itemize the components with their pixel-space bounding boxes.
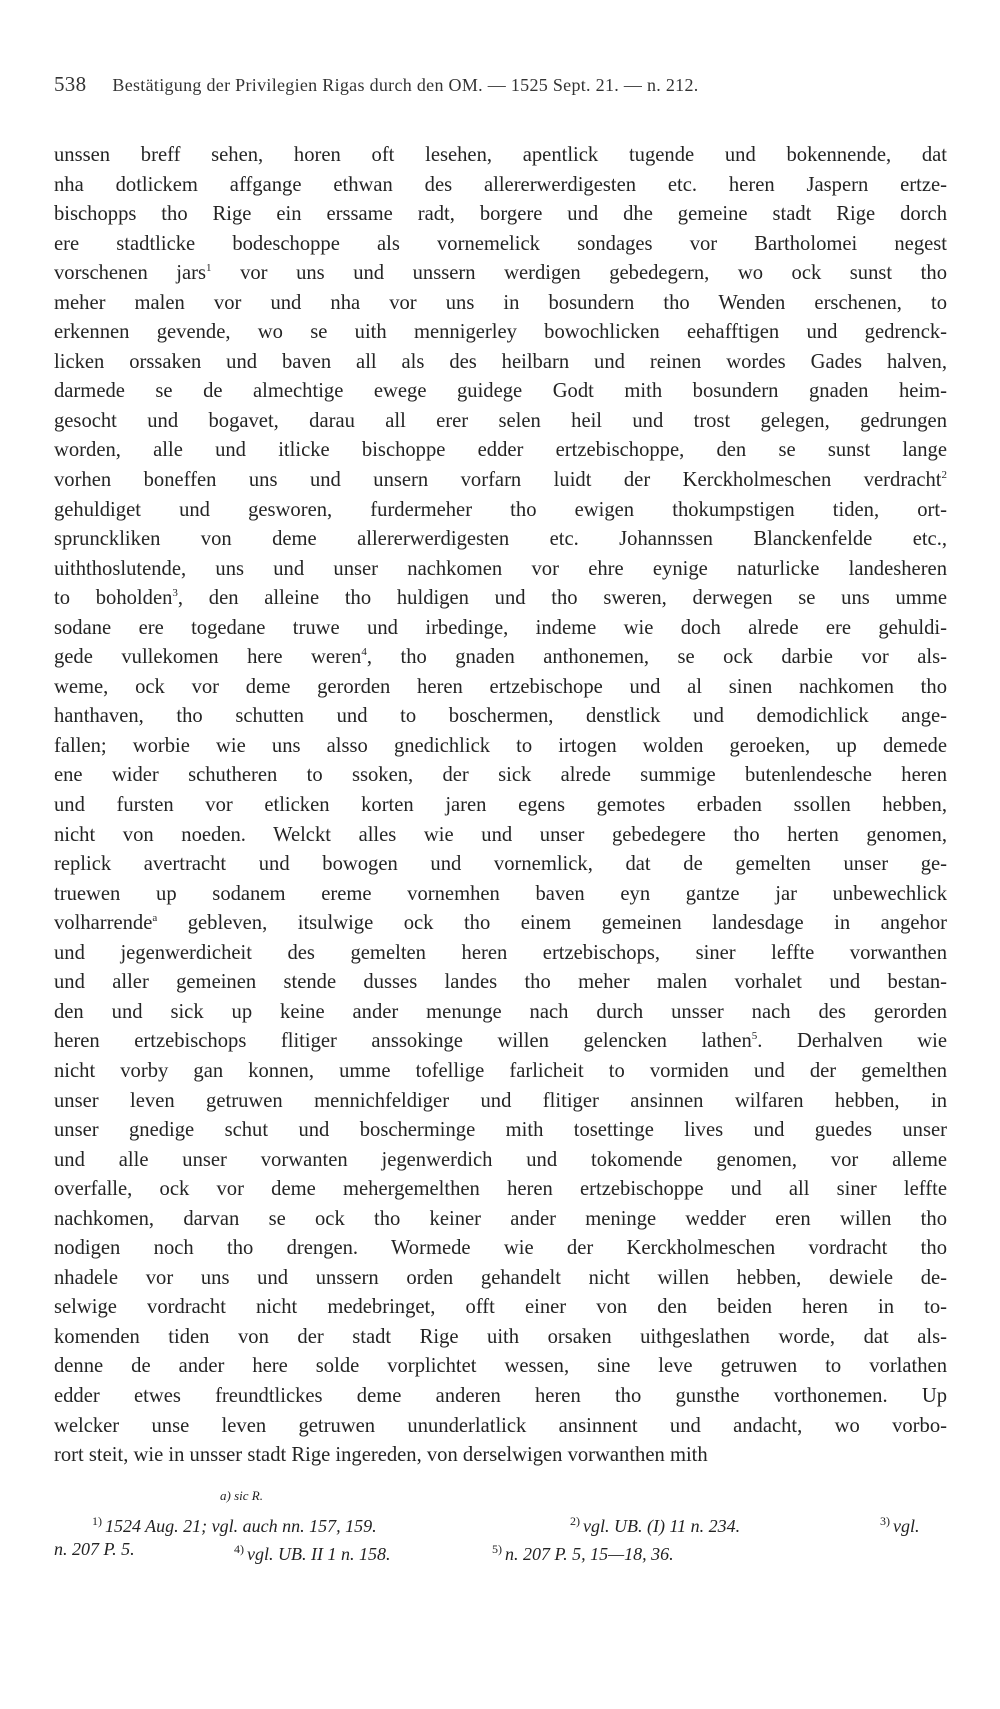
- text-line: nodigen noch tho drengen. Wormede wie der Kerckholmeschen vordracht tho: [54, 1237, 947, 1260]
- text-line: worden, alle und itlicke bischoppe edder ertzebischoppe, den se sunst lange: [54, 439, 947, 462]
- footnote-text: 1524 Aug. 21; vgl. auch nn. 157, 159.: [105, 1515, 377, 1536]
- text-line: selwige vordracht nicht medebringet, offt einer von den beiden heren in to-: [54, 1296, 947, 1319]
- footnote-text: n. 207 P. 5, 15—18, 36.: [505, 1543, 674, 1564]
- text-line: und fursten vor etlicken korten jaren egens gemotes erbaden ssollen hebben,: [54, 794, 947, 817]
- text-line: hanthaven, tho schutten und to boschermen, denstlick und demodichlick ange-: [54, 705, 947, 728]
- footnote-reference: 3: [172, 587, 178, 600]
- text-line: unssen breff sehen, horen oft lesehen, apentlick tugende und bokennende, dat: [54, 144, 947, 166]
- notes-section: [54, 1485, 947, 1563]
- text-line: nhadele vor uns und unssern orden gehandelt nicht willen hebben, dewiele de-: [54, 1266, 947, 1289]
- main-text: [54, 141, 947, 1471]
- text-line: replick avertracht und bowogen und vornemlick, dat de gemelten unser ge-: [54, 853, 947, 876]
- text-line: rort steit, wie in unsser stadt Rige ingereden, von derselwigen vorwanthen mith: [54, 1444, 708, 1467]
- footnote-text: vgl. UB. (I) 11 n. 234.: [583, 1515, 741, 1536]
- footnote-mark: 4): [234, 1541, 244, 1556]
- text-line: heren ertzebischops flitiger anssokinge willen gelencken lathen$^5$. Derhalven wie: [54, 1030, 947, 1053]
- text-line: volharrende$^a$ gebleven, itsulwige ock tho einem gemeinen landesdage in angehor: [54, 912, 947, 935]
- text-line: nicht von noeden. Welckt alles wie und unser gebedegere tho herten genomen,: [54, 823, 947, 846]
- footnote-reference: 2: [941, 469, 947, 482]
- text-line: ene wider schutheren to ssoken, der sick alrede summige butenlendesche heren: [54, 764, 947, 787]
- text-line: sodane ere togedane truwe und irbedinge, indeme wie doch alrede ere gehuldi-: [54, 616, 947, 639]
- footnote-mark: 5): [492, 1541, 502, 1556]
- text-line: truewen up sodanem ereme vornemhen baven eyn gantze jar unbewechlick: [54, 882, 947, 905]
- footnote-line-2: [54, 1535, 947, 1563]
- footnote-text: n. 207 P. 5.: [54, 1538, 135, 1559]
- footnote-5: [492, 1535, 674, 1568]
- text-line: nicht vorby gan konnen, umme tofellige farlicheit to vormiden und der gemelthen: [54, 1059, 947, 1082]
- footnote-line-1: [54, 1507, 947, 1535]
- text-critical-note: a) sic R.: [220, 1487, 263, 1503]
- running-title: Bestätigung der Privilegien Rigas durch den OM. — 1525 Sept. 21. — n. 212.: [112, 75, 699, 95]
- footnote-reference: 5: [751, 1030, 758, 1043]
- text-line: meher malen vor und nha vor uns in bosundern tho Wenden erschenen, to: [54, 291, 947, 314]
- footnote-mark: 3): [880, 1513, 890, 1528]
- footnote-3-cont: [54, 1535, 135, 1563]
- text-line: licken orssaken und baven all als des heilbarn und reinen wordes Gades halven,: [54, 350, 947, 373]
- footnote-mark: 1): [92, 1513, 102, 1528]
- footnote-mark: 2): [570, 1513, 580, 1528]
- text-line: erkennen gevende, wo se uith mennigerley bowochlicken eehafftigen und gedrenck-: [54, 321, 947, 344]
- text-line: nha dotlickem affgange ethwan des allererwerdigesten etc. heren Jaspern ertze-: [54, 173, 947, 196]
- page-number: 538: [54, 72, 87, 96]
- text-line: vorhen boneffen uns und unsern vorfarn luidt der Kerckholmeschen verdracht$^2$: [54, 469, 947, 492]
- footnote-reference: 4: [361, 646, 367, 659]
- text-line: und alle unser vorwanten jegenwerdich und tokomende genomen, vor alleme: [54, 1148, 947, 1171]
- text-line: overfalle, ock vor deme mehergemelthen heren ertzebischoppe und all siner leffte: [54, 1178, 947, 1201]
- text-line: und jegenwerdicheit des gemelten heren ertzebischops, siner leffte vorwanthen: [54, 941, 947, 964]
- text-line: denne de ander here solde vorplichtet wessen, sine leve getruwen to vorlathen: [54, 1355, 947, 1378]
- footnote-text: vgl. UB. II 1 n. 158.: [247, 1543, 391, 1564]
- text-line: sprunckliken von deme allererwerdigesten etc. Johannssen Blanckenfelde etc.,: [54, 528, 947, 551]
- text-line: bischopps tho Rige ein erssame radt, borgere und dhe gemeine stadt Rige dorch: [54, 203, 947, 226]
- footnote-reference: 1: [206, 262, 212, 275]
- text-line: edder etwes freundtlickes deme anderen heren tho gunsthe vorthonemen. Up: [54, 1384, 947, 1407]
- text-line: to boholden$^3$, den alleine tho huldigen und tho sweren, derwegen se uns umme: [54, 587, 947, 610]
- text-line: unser leven getruwen mennichfeldiger und flitiger ansinnen wilfaren hebben, in: [54, 1089, 947, 1112]
- footnote-reference: a: [152, 912, 158, 925]
- text-line: uiththoslutende, uns und unser nachkomen vor ehre eynige naturlicke landesheren: [54, 557, 947, 580]
- text-line: welcker unse leven getruwen ununderlatlick ansinnent und andacht, wo vorbo-: [54, 1414, 947, 1437]
- text-line: gehuldiget und gesworen, furdermeher tho ewigen thokumpstigen tiden, ort-: [54, 498, 947, 521]
- text-line: unser gnedige schut und boscherminge mith tosettinge lives und guedes unser: [54, 1119, 947, 1142]
- text-line: fallen; worbie wie uns alsso gnedichlick to irtogen wolden geroeken, up demede: [54, 734, 947, 757]
- footnote-text: vgl.: [893, 1515, 920, 1536]
- document-page: [54, 72, 947, 1563]
- running-header: [54, 72, 947, 102]
- text-line: ere stadtlicke bodeschoppe als vornemelick sondages vor Bartholomei negest: [54, 232, 947, 255]
- text-line: gede vullekomen here weren$^4$, tho gnaden anthonemen, se ock darbie vor als-: [54, 646, 947, 669]
- text-line: vorschenen jars$^1$ vor uns und unssern werdigen gebedegern, wo ock sunst tho: [54, 262, 947, 285]
- text-line: komenden tiden von der stadt Rige uith orsaken uithgeslathen worde, dat als-: [54, 1325, 947, 1348]
- text-line: weme, ock vor deme gerorden heren ertzebischope und al sinen nachkomen tho: [54, 675, 947, 698]
- text-line: darmede se de almechtige ewege guidege Godt mith bosundern gnaden heim-: [54, 380, 947, 403]
- text-line: gesocht und bogavet, darau all erer selen heil und trost gelegen, gedrungen: [54, 409, 947, 432]
- text-line: den und sick up keine ander menunge nach durch unsser nach des gerorden: [54, 1000, 947, 1023]
- text-line: und aller gemeinen stende dusses landes tho meher malen vorhalet und bestan-: [54, 971, 947, 994]
- footnote-4: [234, 1535, 390, 1568]
- text-line: nachkomen, darvan se ock tho keiner ander meninge wedder eren willen tho: [54, 1207, 947, 1230]
